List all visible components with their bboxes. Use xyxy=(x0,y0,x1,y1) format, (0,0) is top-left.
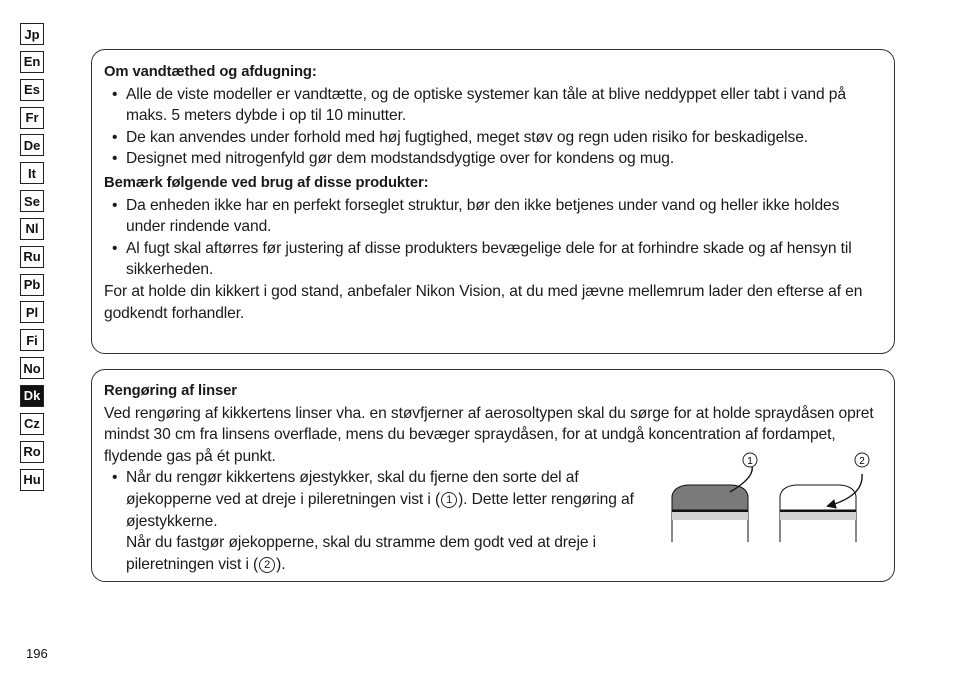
lang-tab-fr[interactable]: Fr xyxy=(20,107,44,129)
lang-tab-ru[interactable]: Ru xyxy=(20,246,44,268)
eyecup-text-3: Når du fastgør øjekopperne, skal du stramme dem godt ved at dreje i pileretningen vist i ( xyxy=(126,534,596,573)
eyecup-figure-2 xyxy=(780,453,869,542)
ref-marker-1: 1 xyxy=(441,492,457,508)
list-item: • Da enheden ikke har en perfekt forseglet struktur, bør den ikke betjenes under vand og heller ikke holdes under rindende vand. xyxy=(104,195,880,238)
lang-tab-no[interactable]: No xyxy=(20,357,44,379)
list-item: • Designet med nitrogenfyld gør dem modstandsdygtige over for kondens og mug. xyxy=(104,148,880,170)
list-item: • Al fugt skal aftørres før justering af disse produkters bevægelige dele for at forhindre skade og af hensyn til sikkerheden. xyxy=(104,238,880,281)
eyecup-list xyxy=(104,467,634,575)
list-item xyxy=(104,467,634,575)
waterproof-section xyxy=(91,49,895,354)
lang-tab-nl[interactable]: Nl xyxy=(20,218,44,240)
usage-notes-list xyxy=(104,195,880,281)
lang-tab-pl[interactable]: Pl xyxy=(20,301,44,323)
eyecup-figure-1 xyxy=(672,453,757,542)
eyecup-text-1: Når du rengør kikkertens øjestykker, skal du fjerne den sorte del af øjekopperne ved at dreje i pileretningen vist i ( xyxy=(126,469,579,508)
waterproof-list xyxy=(104,84,880,170)
eyecup-text-4: ). xyxy=(276,555,286,573)
lang-tab-pb[interactable]: Pb xyxy=(20,274,44,296)
lang-tab-ro[interactable]: Ro xyxy=(20,441,44,463)
lens-cleaning-heading: Rengøring af linser xyxy=(104,383,237,399)
usage-notes-heading: Bemærk følgende ved brug af disse produkter: xyxy=(104,174,429,191)
lang-tab-dk[interactable]: Dk xyxy=(20,385,44,407)
eyecup-illustration xyxy=(668,452,878,544)
lang-tab-cz[interactable]: Cz xyxy=(20,413,44,435)
lang-tab-jp[interactable]: Jp xyxy=(20,23,44,45)
figure-label-2: 2 xyxy=(859,456,865,467)
lang-tab-it[interactable]: It xyxy=(20,162,44,184)
lens-cleaning-intro: Ved rengøring af kikkertens linser vha. en støvfjerner af aerosoltypen skal du sørge for at holde spraydåsen opret mindst 30 cm fra linsens overflade, mens du bevæger spraydåsen, for at undgå koncentration af fordampet, flydende gas på ét punkt. xyxy=(104,404,874,465)
waterproof-heading: Om vandtæthed og afdugning: xyxy=(104,64,317,80)
list-item: • Alle de viste modeller er vandtætte, og de optiske systemer kan tåle at blive neddyppet eller tabt i vand på maks. 5 meters dybde i op til 10 minutter. xyxy=(104,84,880,127)
eyecup-text-2: ). Dette letter rengøring af øjestykkerne. xyxy=(126,490,634,530)
page-number: 196 xyxy=(26,646,48,661)
language-tabs xyxy=(20,23,44,496)
ref-marker-2: 2 xyxy=(259,557,275,573)
maintenance-note: For at holde din kikkert i god stand, anbefaler Nikon Vision, at du med jævne mellemrum lader den efterse af en godkendt forhandler. xyxy=(104,282,863,322)
lang-tab-fi[interactable]: Fi xyxy=(20,329,44,351)
lang-tab-hu[interactable]: Hu xyxy=(20,469,44,491)
lang-tab-se[interactable]: Se xyxy=(20,190,44,212)
lang-tab-es[interactable]: Es xyxy=(20,79,44,101)
lang-tab-en[interactable]: En xyxy=(20,51,44,73)
list-item: • De kan anvendes under forhold med høj fugtighed, meget støv og regn uden risiko for beskadigelse. xyxy=(104,127,880,149)
lang-tab-de[interactable]: De xyxy=(20,134,44,156)
figure-label-1: 1 xyxy=(747,456,753,467)
